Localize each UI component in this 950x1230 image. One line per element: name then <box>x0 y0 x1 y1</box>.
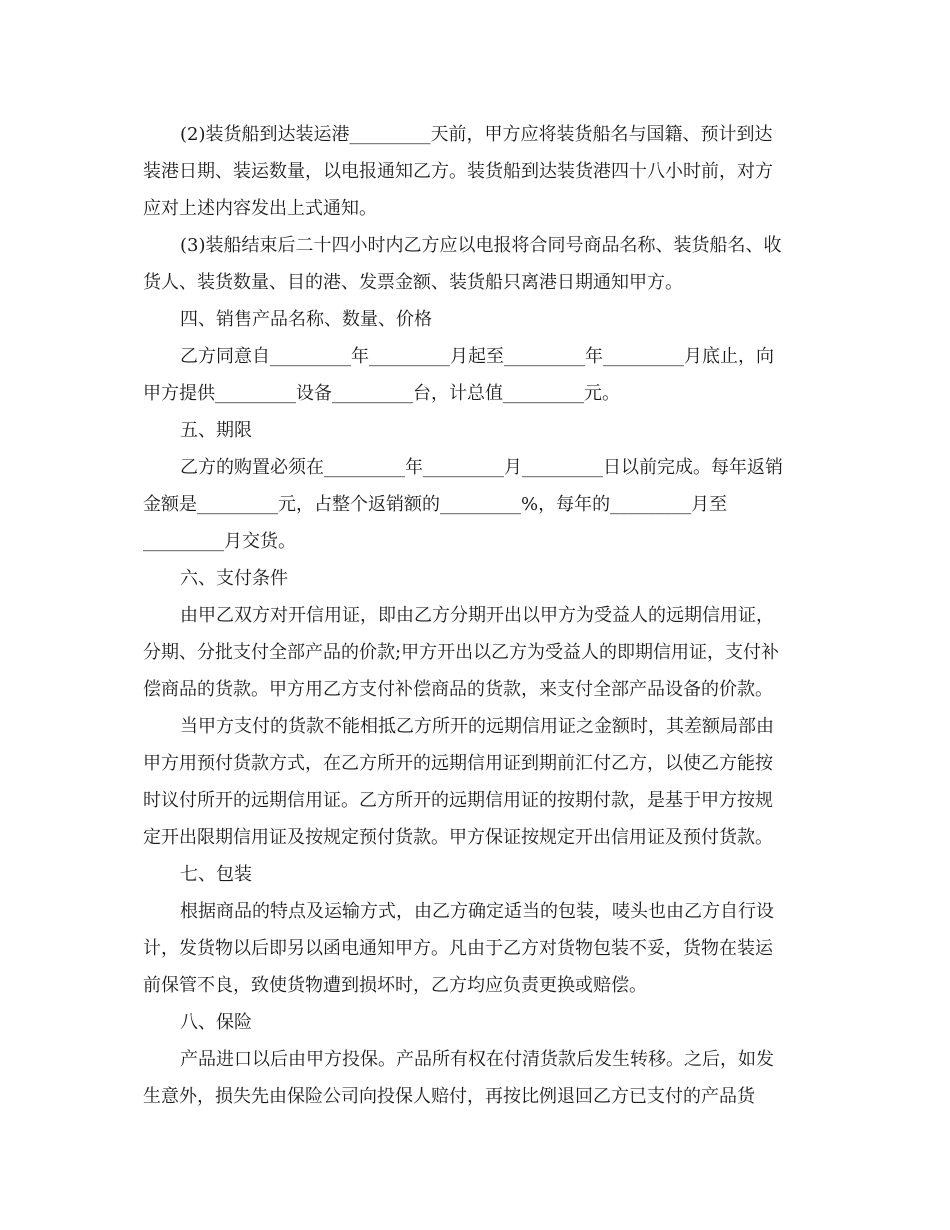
paragraph-line: 定开出限期信用证及按规定预付货款。甲方保证按规定开出信用证及预付货款。 <box>143 827 773 848</box>
paragraph-line: 货人、装货数量、目的港、发票金额、装货船只离港日期通知甲方。 <box>143 272 683 293</box>
section-heading: 六、支付条件 <box>180 568 288 589</box>
paragraph-line: 偿商品的货款。甲方用乙方支付补偿商品的货款，来支付全部产品设备的价款。 <box>143 679 773 700</box>
paragraph-line: 产品进口以后由甲方投保。产品所有权在付清货款后发生转移。之后，如发 <box>180 1049 774 1070</box>
paragraph-line: 应对上述内容发出上式通知。 <box>143 198 377 219</box>
paragraph-line: 前保管不良，致使货物遭到损坏时，乙方均应负责更换或赔偿。 <box>143 975 647 996</box>
section-heading: 八、保险 <box>180 1012 252 1033</box>
paragraph <box>143 116 808 227</box>
paragraph-line: 装港日期、装运数量，以电报通知乙方。装货船到达装货港四十八小时前，对方 <box>143 161 773 182</box>
paragraph-line: 乙方的购置必须在_________年_________月_________日以前完成。每年返销 <box>180 457 783 478</box>
paragraph-line: 金额是_________元，占整个返销额的_________%，每年的_________月至 <box>143 494 728 515</box>
section-heading: 五、期限 <box>180 420 252 441</box>
paragraph-line: (2)装货船到达装运港_________天前，甲方应将装货船名与国籍、预计到达 <box>180 124 773 145</box>
paragraph-line: 时议付所开的远期信用证。乙方所开的远期信用证的按期付款，是基于甲方按规 <box>143 790 773 811</box>
paragraph <box>143 1041 808 1115</box>
paragraph-line: 生意外，损失先由保险公司向投保人赔付，再按比例退回乙方已支付的产品货 <box>143 1086 755 1107</box>
paragraph-line: 甲方用预付货款方式，在乙方所开的远期信用证到期前汇付乙方，以使乙方能按 <box>143 753 773 774</box>
paragraph <box>143 708 808 856</box>
paragraph-line: 当甲方支付的货款不能相抵乙方所开的远期信用证之金额时，其差额局部由 <box>180 716 774 737</box>
paragraph-line: 根据商品的特点及运输方式，由乙方确定适当的包装，唛头也由乙方自行设 <box>180 901 774 922</box>
paragraph <box>143 893 808 1004</box>
paragraph <box>143 597 808 708</box>
document-body <box>143 116 808 1115</box>
paragraph-line: 甲方提供_________设备_________台，计总值_________元。 <box>143 383 620 404</box>
section-heading: 四、销售产品名称、数量、价格 <box>180 309 432 330</box>
paragraph-line: (3)装船结束后二十四小时内乙方应以电报将合同号商品名称、装货船名、收 <box>180 235 782 256</box>
paragraph-line: 乙方同意自_________年_________月起至_________年_________月底止，向 <box>180 346 774 367</box>
paragraph <box>143 338 808 412</box>
section-heading: 七、包装 <box>180 864 252 885</box>
paragraph <box>143 227 808 301</box>
paragraph-line: 分期、分批支付全部产品的价款;甲方开出以乙方为受益人的即期信用证，支付补 <box>143 642 780 663</box>
paragraph-line: 计，发货物以后即另以函电通知甲方。凡由于乙方对货物包装不妥，货物在装运 <box>143 938 773 959</box>
paragraph-line: _________月交货。 <box>143 531 296 552</box>
paragraph <box>143 449 808 560</box>
paragraph-line: 由甲乙双方对开信用证，即由乙方分期开出以甲方为受益人的远期信用证， <box>180 605 774 626</box>
